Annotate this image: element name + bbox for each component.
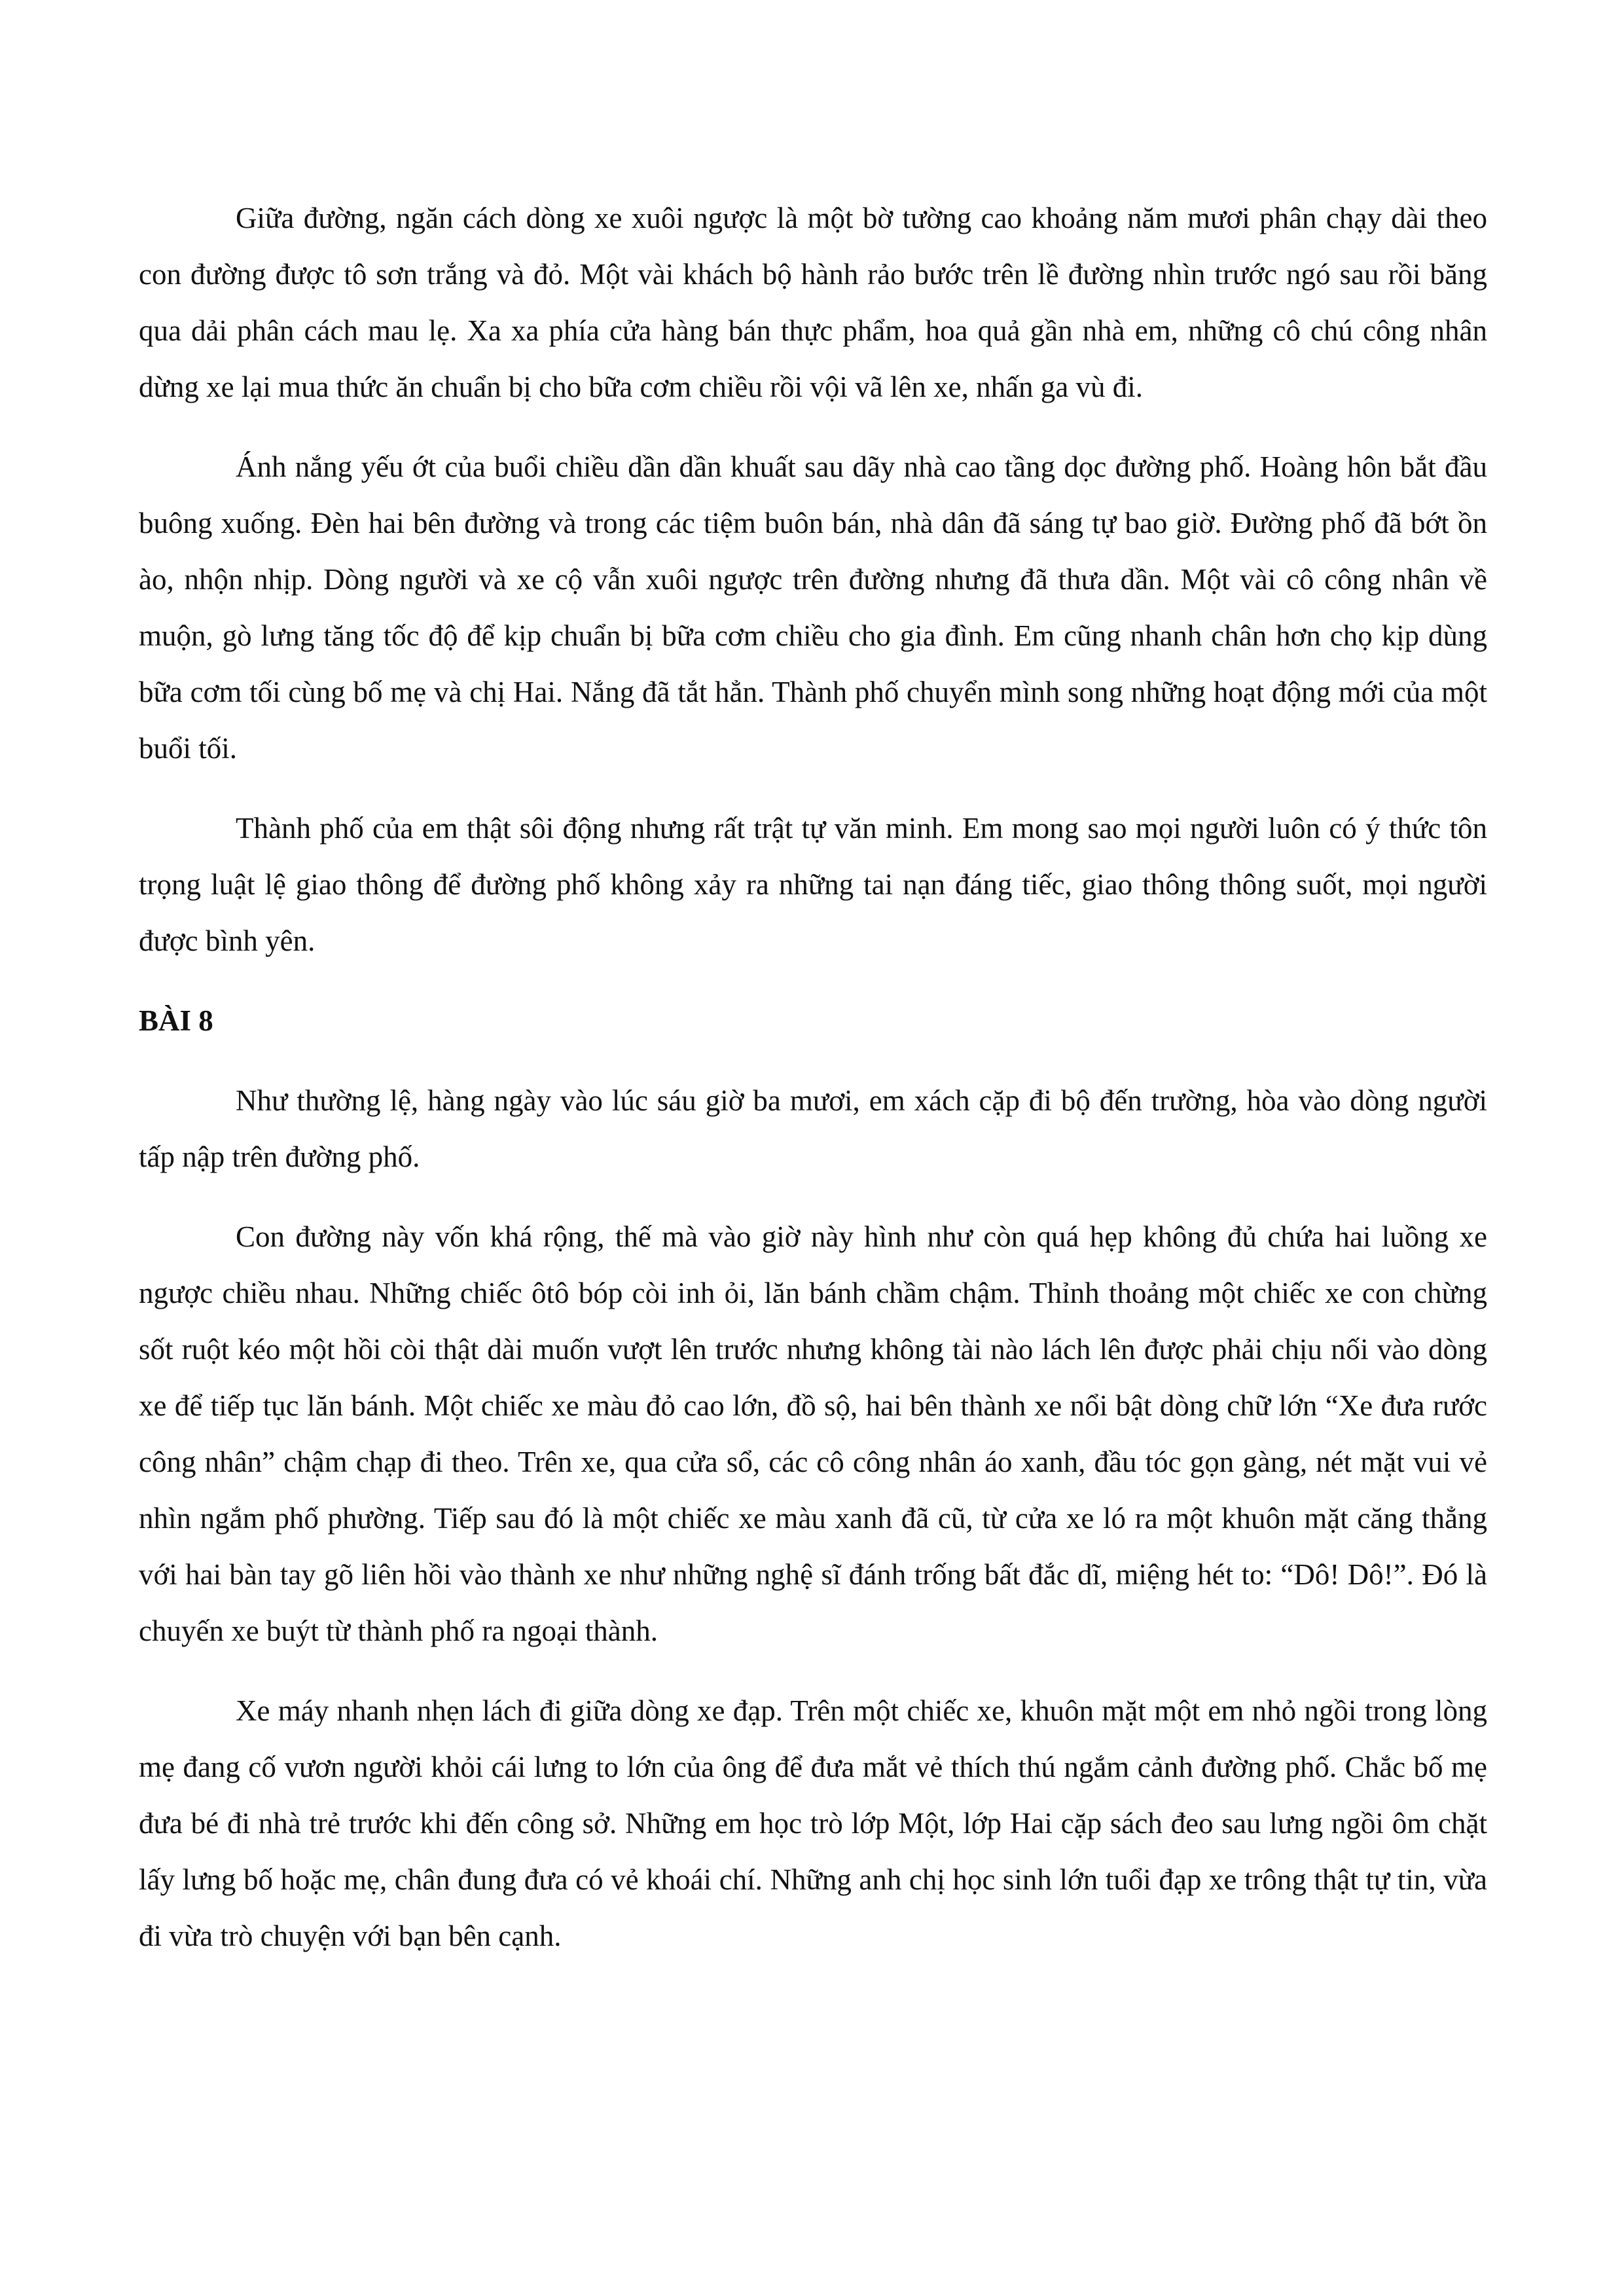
- document-body: [139, 190, 1487, 1988]
- section-heading-bai-8: BÀI 8: [139, 1004, 213, 1037]
- paragraph-motorbikes: Xe máy nhanh nhẹn lách đi giữa dòng xe đạp. Trên một chiếc xe, khuôn mặt một em nhỏ ngồi trong lòng mẹ đang cố vươn người khỏi cái lưng to lớn của ông để đưa mắt vẻ thích thú ngắm cảnh đường phố. Chắc bố mẹ đưa bé đi nhà trẻ trước khi đến công sở. Những em học trò lớp Một, lớp Hai cặp sách đeo sau lưng ngồi ôm chặt lấy lưng bố hoặc mẹ, chân đung đưa có vẻ khoái chí. Những anh chị học sinh lớn tuổi đạp xe trông thật tự tin, vừa đi vừa trò chuyện với bạn bên cạnh.: [139, 1694, 1487, 1952]
- paragraph-morning-walk: Như thường lệ, hàng ngày vào lúc sáu giờ ba mươi, em xách cặp đi bộ đến trường, hòa vào dòng người tấp nập trên đường phố.: [139, 1084, 1487, 1173]
- paragraph-sunset: Ánh nắng yếu ớt của buổi chiều dần dần khuất sau dãy nhà cao tầng dọc đường phố. Hoàng hôn bắt đầu buông xuống. Đèn hai bên đường và trong các tiệm buôn bán, nhà dân đã sáng tự bao giờ. Đường phố đã bớt ồn ào, nhộn nhịp. Dòng người và xe cộ vẫn xuôi ngược trên đường nhưng đã thưa dần. Một vài cô công nhân về muộn, gò lưng tăng tốc độ để kịp chuẩn bị bữa cơm chiều cho gia đình. Em cũng nhanh chân hơn chọ kịp dùng bữa cơm tối cùng bố mẹ và chị Hai. Nắng đã tắt hẳn. Thành phố chuyển mình song những hoạt động mới của một buổi tối.: [139, 450, 1487, 765]
- paragraph-road-divider: Giữa đường, ngăn cách dòng xe xuôi ngược là một bờ tường cao khoảng năm mươi phân chạy dài theo con đường được tô sơn trắng và đỏ. Một vài khách bộ hành rảo bước trên lề đường nhìn trước ngó sau rồi băng qua dải phân cách mau lẹ. Xa xa phía cửa hàng bán thực phẩm, hoa quả gần nhà em, những cô chú công nhân dừng xe lại mua thức ăn chuẩn bị cho bữa cơm chiều rồi vội vã lên xe, nhấn ga vù đi.: [139, 202, 1487, 403]
- paragraph-conclusion: Thành phố của em thật sôi động nhưng rất trật tự văn minh. Em mong sao mọi người luôn có ý thức tôn trọng luật lệ giao thông để đường phố không xảy ra những tai nạn đáng tiếc, giao thông thông suốt, mọi người được bình yên.: [139, 812, 1487, 957]
- paragraph-traffic: Con đường này vốn khá rộng, thế mà vào giờ này hình như còn quá hẹp không đủ chứa hai luồng xe ngược chiều nhau. Những chiếc ôtô bóp còi inh ỏi, lăn bánh chầm chậm. Thỉnh thoảng một chiếc xe con chừng sốt ruột kéo một hồi còi thật dài muốn vượt lên trước nhưng không tài nào lách lên được phải chịu nối vào dòng xe để tiếp tục lăn bánh. Một chiếc xe màu đỏ cao lớn, đồ sộ, hai bên thành xe nổi bật dòng chữ lớn “Xe đưa rước công nhân” chậm chạp đi theo. Trên xe, qua cửa sổ, các cô công nhân áo xanh, đầu tóc gọn gàng, nét mặt vui vẻ nhìn ngắm phố phường. Tiếp sau đó là một chiếc xe màu xanh đã cũ, từ cửa xe ló ra một khuôn mặt căng thẳng với hai bàn tay gõ liên hồi vào thành xe như những nghệ sĩ đánh trống bất đắc dĩ, miệng hét to: “Dô! Dô!”. Đó là chuyến xe buýt từ thành phố ra ngoại thành.: [139, 1220, 1487, 1647]
